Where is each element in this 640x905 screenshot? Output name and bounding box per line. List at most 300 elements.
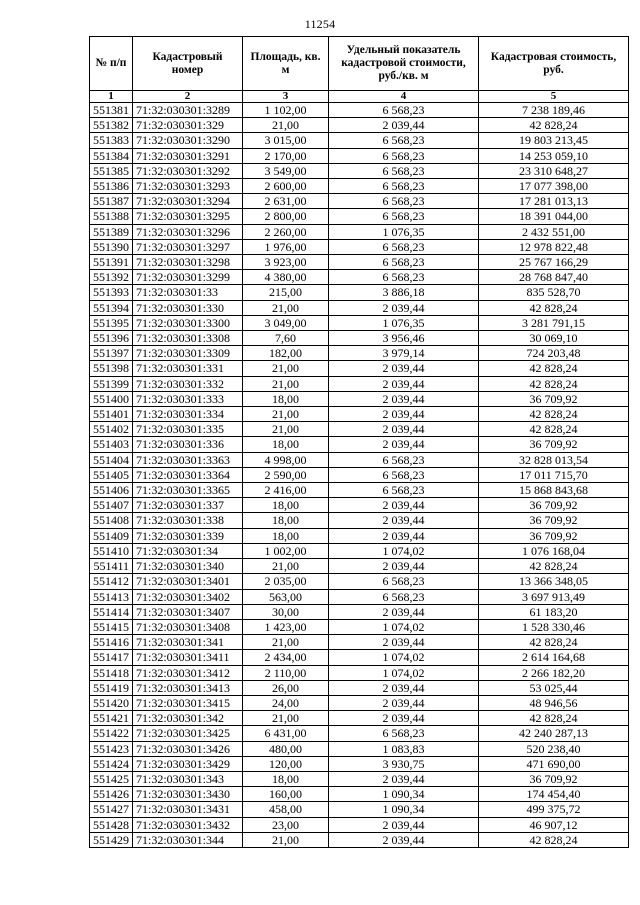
area-cell: 23,00 <box>243 817 329 832</box>
table-row <box>90 528 629 543</box>
unit-value-cell: 1 083,83 <box>329 741 479 756</box>
row-number-cell: 551401 <box>90 407 133 422</box>
area-cell: 563,00 <box>243 589 329 604</box>
area-cell: 7,60 <box>243 331 329 346</box>
cadastral-number-cell: 71:32:030301:34 <box>133 543 243 558</box>
table-row <box>90 422 629 437</box>
cadastral-value-cell: 2 266 182,20 <box>479 665 629 680</box>
area-cell: 21,00 <box>243 118 329 133</box>
table-row <box>90 665 629 680</box>
unit-value-cell: 6 568,23 <box>329 163 479 178</box>
table-row <box>90 559 629 574</box>
table-row <box>90 407 629 422</box>
area-cell: 2 170,00 <box>243 148 329 163</box>
area-cell: 215,00 <box>243 285 329 300</box>
table-row <box>90 285 629 300</box>
unit-value-cell: 1 090,34 <box>329 802 479 817</box>
cadastral-value-cell: 42 828,24 <box>479 407 629 422</box>
cadastral-number-cell: 71:32:030301:344 <box>133 832 243 847</box>
row-number-cell: 551421 <box>90 711 133 726</box>
unit-value-cell: 3 956,46 <box>329 331 479 346</box>
header-cadastral-number: Кадастровый номер <box>133 37 243 91</box>
cadastral-number-cell: 71:32:030301:342 <box>133 711 243 726</box>
cadastral-number-cell: 71:32:030301:332 <box>133 376 243 391</box>
table-row <box>90 787 629 802</box>
column-index: 4 <box>329 91 479 103</box>
unit-value-cell: 2 039,44 <box>329 635 479 650</box>
row-number-cell: 551398 <box>90 361 133 376</box>
cadastral-number-cell: 71:32:030301:3408 <box>133 619 243 634</box>
cadastral-number-cell: 71:32:030301:3309 <box>133 346 243 361</box>
table-row <box>90 802 629 817</box>
cadastral-value-cell: 42 828,24 <box>479 422 629 437</box>
row-number-cell: 551428 <box>90 817 133 832</box>
unit-value-cell: 1 076,35 <box>329 315 479 330</box>
header-area: Площадь, кв. м <box>243 37 329 91</box>
row-number-cell: 551412 <box>90 574 133 589</box>
cadastral-value-cell: 23 310 648,27 <box>479 163 629 178</box>
area-cell: 3 015,00 <box>243 133 329 148</box>
table-row <box>90 270 629 285</box>
area-cell: 18,00 <box>243 771 329 786</box>
cadastral-number-cell: 71:32:030301:33 <box>133 285 243 300</box>
cadastral-value-cell: 17 281 013,13 <box>479 194 629 209</box>
table-row <box>90 452 629 467</box>
cadastral-value-cell: 2 432 551,00 <box>479 224 629 239</box>
cadastral-value-cell: 42 828,24 <box>479 559 629 574</box>
cadastral-value-cell: 36 709,92 <box>479 437 629 452</box>
unit-value-cell: 1 074,02 <box>329 543 479 558</box>
cadastral-number-cell: 71:32:030301:331 <box>133 361 243 376</box>
table-row <box>90 756 629 771</box>
unit-value-cell: 6 568,23 <box>329 209 479 224</box>
unit-value-cell: 2 039,44 <box>329 771 479 786</box>
row-number-cell: 551410 <box>90 543 133 558</box>
area-cell: 120,00 <box>243 756 329 771</box>
table-row <box>90 361 629 376</box>
cadastral-number-cell: 71:32:030301:3429 <box>133 756 243 771</box>
area-cell: 18,00 <box>243 513 329 528</box>
unit-value-cell: 2 039,44 <box>329 680 479 695</box>
row-number-cell: 551397 <box>90 346 133 361</box>
area-cell: 2 590,00 <box>243 467 329 482</box>
row-number-cell: 551383 <box>90 133 133 148</box>
area-cell: 2 110,00 <box>243 665 329 680</box>
row-number-cell: 551419 <box>90 680 133 695</box>
cadastral-number-cell: 71:32:030301:3426 <box>133 741 243 756</box>
cadastral-number-cell: 71:32:030301:3296 <box>133 224 243 239</box>
unit-value-cell: 2 039,44 <box>329 711 479 726</box>
table-header-row <box>90 37 629 91</box>
cadastral-number-cell: 71:32:030301:338 <box>133 513 243 528</box>
cadastral-number-cell: 71:32:030301:329 <box>133 118 243 133</box>
cadastral-value-cell: 42 828,24 <box>479 832 629 847</box>
row-number-cell: 551422 <box>90 726 133 741</box>
cadastral-value-cell: 14 253 059,10 <box>479 148 629 163</box>
cadastral-value-cell: 17 011 715,70 <box>479 467 629 482</box>
area-cell: 21,00 <box>243 711 329 726</box>
cadastral-value-cell: 724 203,48 <box>479 346 629 361</box>
table-row <box>90 346 629 361</box>
area-cell: 182,00 <box>243 346 329 361</box>
table-row <box>90 331 629 346</box>
area-cell: 3 049,00 <box>243 315 329 330</box>
unit-value-cell: 1 074,02 <box>329 619 479 634</box>
row-number-cell: 551408 <box>90 513 133 528</box>
header-unit-value: Удельный показатель кадастровой стоимости, руб./кв. м <box>329 37 479 91</box>
cadastral-value-cell: 42 240 287,13 <box>479 726 629 741</box>
area-cell: 21,00 <box>243 832 329 847</box>
area-cell: 458,00 <box>243 802 329 817</box>
cadastral-value-cell: 46 907,12 <box>479 817 629 832</box>
table-row <box>90 163 629 178</box>
unit-value-cell: 3 930,75 <box>329 756 479 771</box>
row-number-cell: 551394 <box>90 300 133 315</box>
unit-value-cell: 6 568,23 <box>329 194 479 209</box>
cadastral-number-cell: 71:32:030301:334 <box>133 407 243 422</box>
cadastral-number-cell: 71:32:030301:3292 <box>133 163 243 178</box>
table-row <box>90 726 629 741</box>
cadastral-value-cell: 17 077 398,00 <box>479 179 629 194</box>
area-cell: 3 549,00 <box>243 163 329 178</box>
cadastral-value-cell: 42 828,24 <box>479 300 629 315</box>
area-cell: 21,00 <box>243 407 329 422</box>
cadastral-value-cell: 42 828,24 <box>479 635 629 650</box>
cadastral-number-cell: 71:32:030301:3401 <box>133 574 243 589</box>
table-row <box>90 194 629 209</box>
cadastral-value-cell: 28 768 847,40 <box>479 270 629 285</box>
row-number-cell: 551393 <box>90 285 133 300</box>
unit-value-cell: 6 568,23 <box>329 270 479 285</box>
cadastral-value-cell: 42 828,24 <box>479 711 629 726</box>
cadastral-number-cell: 71:32:030301:341 <box>133 635 243 650</box>
cadastral-number-cell: 71:32:030301:3363 <box>133 452 243 467</box>
cadastral-value-cell: 42 828,24 <box>479 376 629 391</box>
table-row <box>90 483 629 498</box>
area-cell: 480,00 <box>243 741 329 756</box>
table-row <box>90 650 629 665</box>
table-row <box>90 376 629 391</box>
row-number-cell: 551387 <box>90 194 133 209</box>
row-number-cell: 551418 <box>90 665 133 680</box>
row-number-cell: 551425 <box>90 771 133 786</box>
table-row <box>90 467 629 482</box>
row-number-cell: 551388 <box>90 209 133 224</box>
area-cell: 18,00 <box>243 528 329 543</box>
unit-value-cell: 2 039,44 <box>329 300 479 315</box>
table-row <box>90 619 629 634</box>
table-row <box>90 741 629 756</box>
row-number-cell: 551426 <box>90 787 133 802</box>
cadastral-number-cell: 71:32:030301:3299 <box>133 270 243 285</box>
cadastral-number-cell: 71:32:030301:3432 <box>133 817 243 832</box>
row-number-cell: 551404 <box>90 452 133 467</box>
area-cell: 3 923,00 <box>243 255 329 270</box>
table-row <box>90 832 629 847</box>
area-cell: 2 600,00 <box>243 179 329 194</box>
unit-value-cell: 6 568,23 <box>329 148 479 163</box>
cadastral-number-cell: 71:32:030301:339 <box>133 528 243 543</box>
cadastral-number-cell: 71:32:030301:333 <box>133 391 243 406</box>
cadastral-value-cell: 36 709,92 <box>479 528 629 543</box>
row-number-cell: 551385 <box>90 163 133 178</box>
area-cell: 2 416,00 <box>243 483 329 498</box>
row-number-cell: 551400 <box>90 391 133 406</box>
cadastral-number-cell: 71:32:030301:3402 <box>133 589 243 604</box>
area-cell: 1 102,00 <box>243 103 329 118</box>
table-body <box>90 103 629 848</box>
unit-value-cell: 2 039,44 <box>329 695 479 710</box>
area-cell: 160,00 <box>243 787 329 802</box>
area-cell: 2 800,00 <box>243 209 329 224</box>
cadastral-number-cell: 71:32:030301:3293 <box>133 179 243 194</box>
cadastral-value-table <box>89 36 629 848</box>
area-cell: 21,00 <box>243 635 329 650</box>
cadastral-value-cell: 36 709,92 <box>479 771 629 786</box>
table-row <box>90 543 629 558</box>
area-cell: 4 998,00 <box>243 452 329 467</box>
row-number-cell: 551386 <box>90 179 133 194</box>
row-number-cell: 551405 <box>90 467 133 482</box>
table-row <box>90 255 629 270</box>
cadastral-value-cell: 25 767 166,29 <box>479 255 629 270</box>
table-column-index-row <box>90 91 629 103</box>
table-row <box>90 133 629 148</box>
row-number-cell: 551391 <box>90 255 133 270</box>
unit-value-cell: 2 039,44 <box>329 513 479 528</box>
table-row <box>90 817 629 832</box>
table-row <box>90 103 629 118</box>
area-cell: 21,00 <box>243 559 329 574</box>
table-row <box>90 771 629 786</box>
area-cell: 1 002,00 <box>243 543 329 558</box>
row-number-cell: 551415 <box>90 619 133 634</box>
unit-value-cell: 6 568,23 <box>329 103 479 118</box>
table-row <box>90 179 629 194</box>
cadastral-value-cell: 15 868 843,68 <box>479 483 629 498</box>
cadastral-number-cell: 71:32:030301:3308 <box>133 331 243 346</box>
cadastral-number-cell: 71:32:030301:337 <box>133 498 243 513</box>
cadastral-number-cell: 71:32:030301:3365 <box>133 483 243 498</box>
table-row <box>90 239 629 254</box>
header-row-number: № п/п <box>90 37 133 91</box>
table-row <box>90 315 629 330</box>
cadastral-value-cell: 13 366 348,05 <box>479 574 629 589</box>
cadastral-number-cell: 71:32:030301:3364 <box>133 467 243 482</box>
column-index: 2 <box>133 91 243 103</box>
cadastral-number-cell: 71:32:030301:3297 <box>133 239 243 254</box>
unit-value-cell: 6 568,23 <box>329 452 479 467</box>
area-cell: 6 431,00 <box>243 726 329 741</box>
cadastral-number-cell: 71:32:030301:3291 <box>133 148 243 163</box>
cadastral-number-cell: 71:32:030301:3290 <box>133 133 243 148</box>
area-cell: 26,00 <box>243 680 329 695</box>
unit-value-cell: 1 074,02 <box>329 665 479 680</box>
cadastral-number-cell: 71:32:030301:3425 <box>133 726 243 741</box>
area-cell: 4 380,00 <box>243 270 329 285</box>
row-number-cell: 551407 <box>90 498 133 513</box>
cadastral-value-cell: 1 528 330,46 <box>479 619 629 634</box>
cadastral-value-cell: 61 183,20 <box>479 604 629 619</box>
cadastral-value-cell: 499 375,72 <box>479 802 629 817</box>
unit-value-cell: 1 074,02 <box>329 650 479 665</box>
row-number-cell: 551382 <box>90 118 133 133</box>
unit-value-cell: 6 568,23 <box>329 726 479 741</box>
area-cell: 18,00 <box>243 437 329 452</box>
cadastral-number-cell: 71:32:030301:330 <box>133 300 243 315</box>
cadastral-value-cell: 42 828,24 <box>479 361 629 376</box>
unit-value-cell: 2 039,44 <box>329 422 479 437</box>
column-index: 3 <box>243 91 329 103</box>
table-row <box>90 574 629 589</box>
cadastral-number-cell: 71:32:030301:340 <box>133 559 243 574</box>
row-number-cell: 551414 <box>90 604 133 619</box>
table-row <box>90 680 629 695</box>
table-row <box>90 695 629 710</box>
cadastral-number-cell: 71:32:030301:3431 <box>133 802 243 817</box>
row-number-cell: 551411 <box>90 559 133 574</box>
area-cell: 2 434,00 <box>243 650 329 665</box>
table-row <box>90 711 629 726</box>
row-number-cell: 551403 <box>90 437 133 452</box>
cadastral-value-cell: 18 391 044,00 <box>479 209 629 224</box>
area-cell: 2 035,00 <box>243 574 329 589</box>
table-row <box>90 604 629 619</box>
area-cell: 21,00 <box>243 422 329 437</box>
unit-value-cell: 2 039,44 <box>329 118 479 133</box>
row-number-cell: 551420 <box>90 695 133 710</box>
table-row <box>90 148 629 163</box>
unit-value-cell: 2 039,44 <box>329 407 479 422</box>
unit-value-cell: 6 568,23 <box>329 483 479 498</box>
cadastral-number-cell: 71:32:030301:3295 <box>133 209 243 224</box>
row-number-cell: 551381 <box>90 103 133 118</box>
area-cell: 18,00 <box>243 391 329 406</box>
header-cadastral-value: Кадастровая стоимость, руб. <box>479 37 629 91</box>
table-row <box>90 391 629 406</box>
unit-value-cell: 2 039,44 <box>329 832 479 847</box>
row-number-cell: 551409 <box>90 528 133 543</box>
cadastral-number-cell: 71:32:030301:336 <box>133 437 243 452</box>
cadastral-value-cell: 32 828 013,54 <box>479 452 629 467</box>
area-cell: 1 976,00 <box>243 239 329 254</box>
row-number-cell: 551392 <box>90 270 133 285</box>
row-number-cell: 551390 <box>90 239 133 254</box>
unit-value-cell: 6 568,23 <box>329 574 479 589</box>
column-index: 5 <box>479 91 629 103</box>
unit-value-cell: 1 090,34 <box>329 787 479 802</box>
unit-value-cell: 2 039,44 <box>329 361 479 376</box>
cadastral-number-cell: 71:32:030301:3430 <box>133 787 243 802</box>
table-row <box>90 300 629 315</box>
area-cell: 2 260,00 <box>243 224 329 239</box>
table-row <box>90 589 629 604</box>
unit-value-cell: 2 039,44 <box>329 604 479 619</box>
unit-value-cell: 6 568,23 <box>329 589 479 604</box>
page-number: 11254 <box>304 17 336 31</box>
cadastral-value-cell: 1 076 168,04 <box>479 543 629 558</box>
cadastral-value-cell: 42 828,24 <box>479 118 629 133</box>
cadastral-number-cell: 71:32:030301:3415 <box>133 695 243 710</box>
table-row <box>90 209 629 224</box>
row-number-cell: 551416 <box>90 635 133 650</box>
table-row <box>90 118 629 133</box>
cadastral-value-cell: 36 709,92 <box>479 391 629 406</box>
unit-value-cell: 2 039,44 <box>329 498 479 513</box>
cadastral-value-cell: 7 238 189,46 <box>479 103 629 118</box>
cadastral-value-cell: 520 238,40 <box>479 741 629 756</box>
area-cell: 30,00 <box>243 604 329 619</box>
cadastral-number-cell: 71:32:030301:3298 <box>133 255 243 270</box>
cadastral-number-cell: 71:32:030301:3300 <box>133 315 243 330</box>
area-cell: 2 631,00 <box>243 194 329 209</box>
cadastral-value-cell: 36 709,92 <box>479 498 629 513</box>
unit-value-cell: 2 039,44 <box>329 559 479 574</box>
row-number-cell: 551389 <box>90 224 133 239</box>
cadastral-value-cell: 471 690,00 <box>479 756 629 771</box>
cadastral-number-cell: 71:32:030301:335 <box>133 422 243 437</box>
area-cell: 21,00 <box>243 376 329 391</box>
area-cell: 24,00 <box>243 695 329 710</box>
row-number-cell: 551424 <box>90 756 133 771</box>
area-cell: 21,00 <box>243 300 329 315</box>
area-cell: 1 423,00 <box>243 619 329 634</box>
cadastral-value-cell: 174 454,40 <box>479 787 629 802</box>
cadastral-value-cell: 12 978 822,48 <box>479 239 629 254</box>
cadastral-value-cell: 30 069,10 <box>479 331 629 346</box>
unit-value-cell: 2 039,44 <box>329 437 479 452</box>
unit-value-cell: 2 039,44 <box>329 391 479 406</box>
cadastral-value-cell: 2 614 164,68 <box>479 650 629 665</box>
unit-value-cell: 1 076,35 <box>329 224 479 239</box>
row-number-cell: 551429 <box>90 832 133 847</box>
row-number-cell: 551402 <box>90 422 133 437</box>
cadastral-value-cell: 48 946,56 <box>479 695 629 710</box>
cadastral-number-cell: 71:32:030301:3294 <box>133 194 243 209</box>
unit-value-cell: 6 568,23 <box>329 133 479 148</box>
cadastral-value-cell: 36 709,92 <box>479 513 629 528</box>
area-cell: 21,00 <box>243 361 329 376</box>
row-number-cell: 551417 <box>90 650 133 665</box>
cadastral-value-cell: 3 697 913,49 <box>479 589 629 604</box>
cadastral-value-cell: 835 528,70 <box>479 285 629 300</box>
unit-value-cell: 3 979,14 <box>329 346 479 361</box>
row-number-cell: 551423 <box>90 741 133 756</box>
cadastral-number-cell: 71:32:030301:3411 <box>133 650 243 665</box>
row-number-cell: 551384 <box>90 148 133 163</box>
table-row <box>90 498 629 513</box>
unit-value-cell: 3 886,18 <box>329 285 479 300</box>
unit-value-cell: 2 039,44 <box>329 528 479 543</box>
cadastral-number-cell: 71:32:030301:3412 <box>133 665 243 680</box>
table-row <box>90 437 629 452</box>
cadastral-value-cell: 3 281 791,15 <box>479 315 629 330</box>
column-index: 1 <box>90 91 133 103</box>
unit-value-cell: 2 039,44 <box>329 376 479 391</box>
unit-value-cell: 6 568,23 <box>329 467 479 482</box>
unit-value-cell: 6 568,23 <box>329 239 479 254</box>
row-number-cell: 551399 <box>90 376 133 391</box>
table-row <box>90 635 629 650</box>
cadastral-number-cell: 71:32:030301:343 <box>133 771 243 786</box>
cadastral-number-cell: 71:32:030301:3407 <box>133 604 243 619</box>
unit-value-cell: 6 568,23 <box>329 255 479 270</box>
table-row <box>90 513 629 528</box>
cadastral-value-cell: 53 025,44 <box>479 680 629 695</box>
cadastral-value-cell: 19 803 213,45 <box>479 133 629 148</box>
row-number-cell: 551427 <box>90 802 133 817</box>
unit-value-cell: 2 039,44 <box>329 817 479 832</box>
